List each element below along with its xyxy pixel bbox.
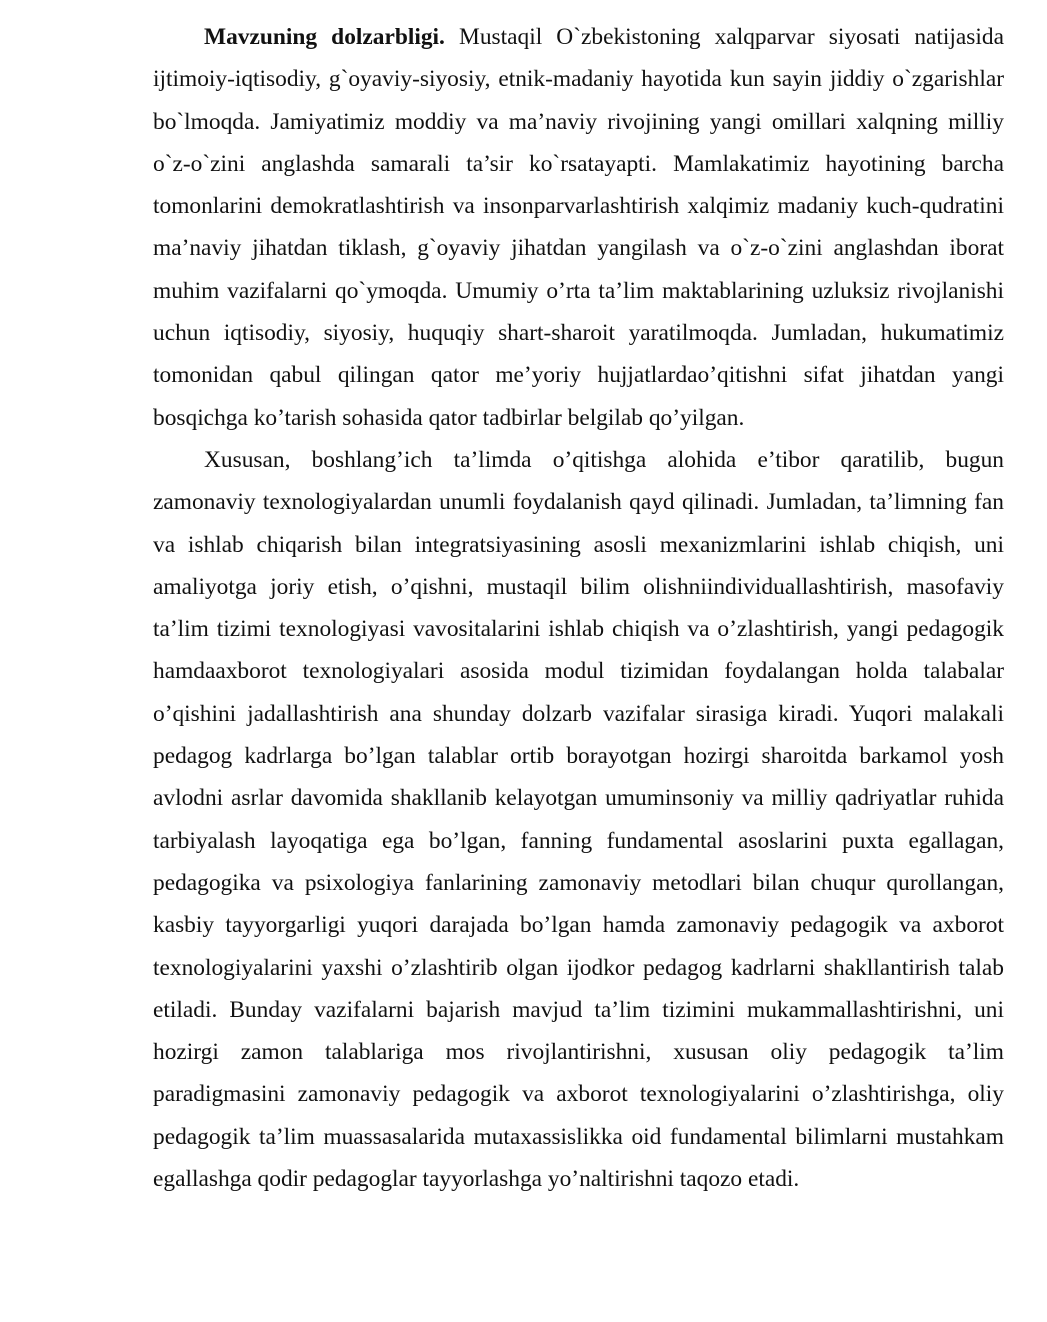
- paragraph-text: Xususan, boshlang’ich ta’limda o’qitishga alohida e’tibor qaratilib, bugun zamonaviy texnologiyalardan unumli foydalanish qayd qilinadi. Jumladan, ta’limning fan va ishlab chiqarish bilan integratsiyasining asosli mexanizmlarini ishlab chiqish, uni amaliyotga joriy etish, o’qishni, mustaqil bilim olishniindividuallashtirish, masofaviy ta’lim tizimi texnologiyasi vavositalarini ishlab chiqish va o’zlashtirish, yangi pedagogik hamdaaxborot texnologiyalari asosida modul tizimidan foydalangan holda talabalar o’qishini jadallashtirish ana shunday dolzarb vazifalar sirasiga kiradi. Yuqori malakali pedagog kadrlarga bo’lgan talablar ortib borayotgan hozirgi sharoitda barkamol yosh avlodni asrlar davomida shakllanib kelayotgan umuminsoniy va milliy qadriyatlar ruhida tarbiyalash layoqatiga ega bo’lgan, fanning fundamental asoslarini puxta egallagan, pedagogika va psixologiya fanlarining zamonaviy metodlari bilan chuqur qurollangan, kasbiy tayyorgarligi yuqori darajada bo’lgan hamda zamonaviy pedagogik va axborot texnologiyalarini yaxshi o’zlashtirib olgan ijodkor pedagog kadrlarni shakllantirish talab etiladi. Bunday vazifalarni bajarish mavjud ta’lim tizimini mukammallashtirishni, uni hozirgi zamon talablariga mos rivojlantirishni, xususan oliy pedagogik ta’lim paradigmasini zamonaviy pedagogik va axborot texnologiyalarini o’zlashtirishga, oliy pedagogik ta’lim muassasalarida mutaxassislikka oid fundamental bilimlarni mustahkam egallashga qodir pedagoglar tayyorlashga yo’naltirishni taqozo etadi.: [153, 446, 1004, 1193]
- paragraph-education: [153, 439, 1004, 1200]
- paragraph-text: Mustaqil O`zbekistoning xalqparvar siyosati natijasida ijtimoiy-iqtisodiy, g`oyaviy-siyosiy, etnik-madaniy hayotida kun sayin jiddiy o`zgarishlar bo`lmoqda. Jamiyatimiz moddiy va ma’naviy rivojining yangi omillari xalqning milliy o`z-o`zini anglashda samarali ta’sir ko`rsatayapti. Mamlakatimiz hayotining barcha tomonlarini demokratlashtirish va insonparvarlashtirish xalqimiz madaniy kuch-qudratini ma’naviy jihatdan tiklash, g`oyaviy jihatdan yangilash va o`z-o`zini anglashdan iborat muhim vazifalarni qo`ymoqda. Umumiy o’rta ta’lim maktablarining uzluksiz rivojlanishi uchun iqtisodiy, siyosiy, huquqiy shart-sharoit yaratilmoqda. Jumladan, hukumatimiz tomonidan qabul qilingan qator me’yoriy hujjatlardao’qitishni sifat jihatdan yangi bosqichga ko’tarish sohasida qator tadbirlar belgilab qo’yilgan.: [153, 24, 1004, 431]
- section-lead-heading: Mavzuning dolzarbligi.: [204, 24, 445, 50]
- document-page: [153, 16, 1004, 1200]
- paragraph-relevance: [153, 16, 1004, 439]
